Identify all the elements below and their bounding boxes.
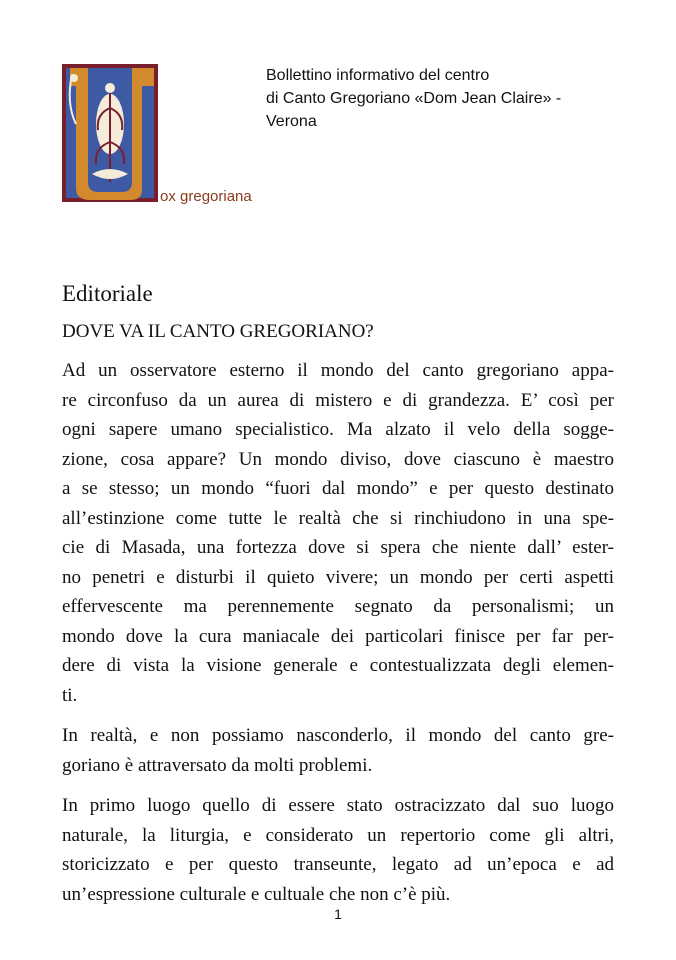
text-line: Ad un osservatore esterno il mondo del canto gregoriano appa- — [62, 360, 614, 381]
text-line: In realtà, e non possiamo nasconderlo, il mondo del canto gre- — [62, 725, 614, 746]
text-line: dere di vista la visione generale e contestualizzata degli elemen- — [62, 655, 614, 676]
text-line: storicizzato e per questo transeunte, legato ad un’epoca e ad — [62, 854, 614, 875]
text-line: un’espressione culturale e cultuale che non c’è più. — [62, 883, 451, 905]
text-line: no penetri e disturbi il quieto vivere; un mondo per certi aspetti — [62, 566, 614, 588]
text-line: all’estinzione come tutte le realtà che si rinchiudono in una spe- — [62, 507, 614, 529]
header-line: Bollettino informativo del centro — [266, 67, 490, 84]
text-line: cie di Masada, una fortezza dove si spera che niente dall’ ester- — [62, 537, 614, 558]
text-line: effervescente ma perennemente segnato da personalismi; un — [62, 596, 614, 617]
header-line: di Canto Gregoriano «Dom Jean Claire» - — [266, 90, 562, 107]
text-line: mondo dove la cura maniacale dei particolari finisce per far per- — [62, 625, 614, 647]
text-line: ti. — [62, 684, 78, 706]
text-line: re circonfuso da un aurea di mistero e di grandezza. E’ così per — [62, 389, 614, 411]
article-body — [62, 356, 614, 920]
text-line: naturale, la liturgia, e considerato un repertorio come gli altri, — [62, 824, 614, 846]
header-line: Verona — [266, 113, 317, 130]
text-line: In primo luogo quello di essere stato ostracizzato dal suo luogo — [62, 795, 614, 816]
paragraph — [62, 356, 614, 710]
vox-gregoriana-logo — [62, 64, 162, 204]
page-number: 1 — [334, 906, 342, 922]
bulletin-header — [266, 64, 561, 133]
illuminated-initial-v-icon — [62, 64, 162, 204]
paragraph — [62, 721, 614, 780]
text-line: zione, cosa appare? Un mondo diviso, dove ciascuno è maestro — [62, 448, 614, 470]
section-title: Editoriale — [62, 281, 153, 306]
article-title: DOVE VA IL CANTO GREGORIANO? — [62, 321, 374, 342]
logo-wordmark: ox gregoriana — [160, 188, 252, 205]
text-line: a se stesso; un mondo “fuori dal mondo” e per questo destinato — [62, 478, 614, 499]
text-line: ogni sapere umano specialistico. Ma alzato il velo della sogge- — [62, 419, 614, 440]
paragraph — [62, 791, 614, 909]
text-line: goriano è attraversato da molti problemi. — [62, 754, 373, 776]
